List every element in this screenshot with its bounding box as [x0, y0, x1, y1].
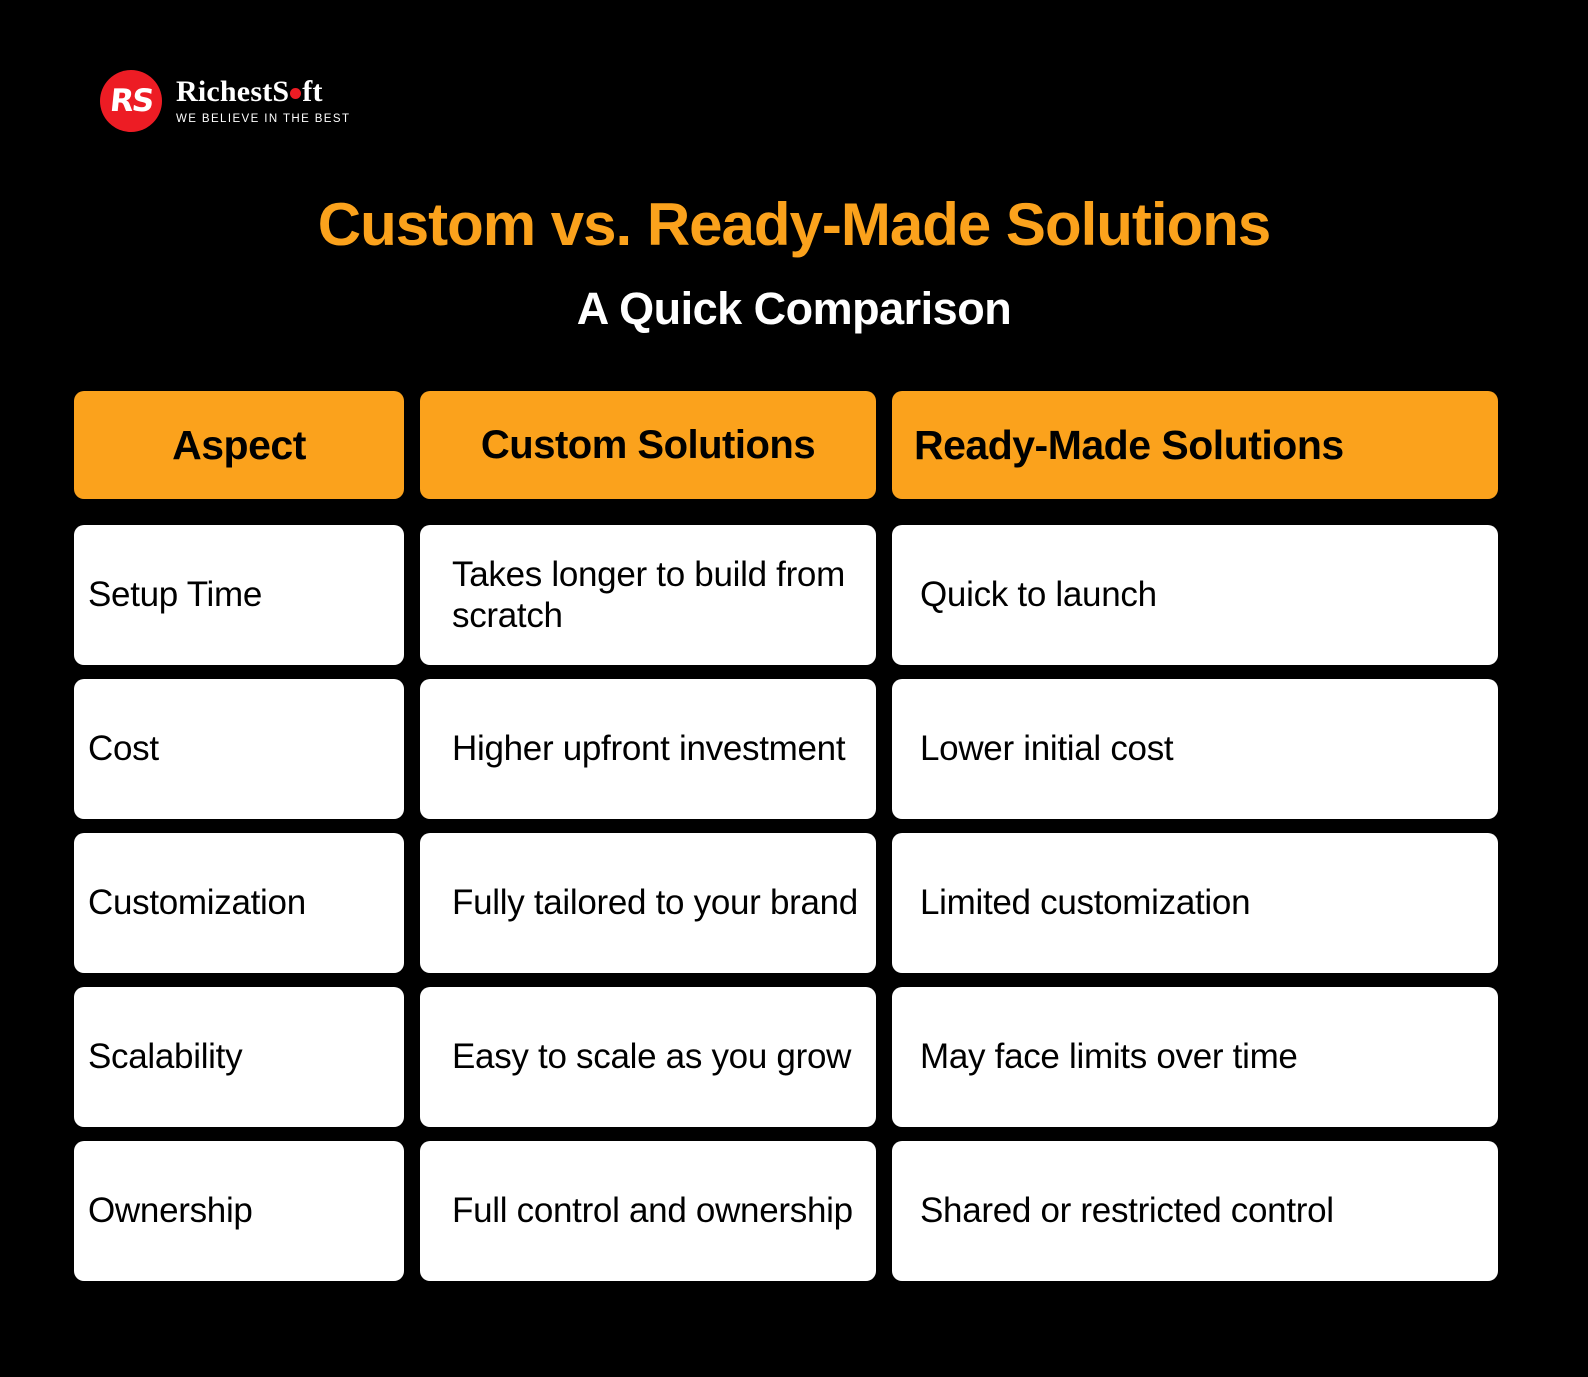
page-subtitle: A Quick Comparison: [576, 283, 1012, 334]
cell-custom: Easy to scale as you grow: [420, 987, 876, 1127]
column-header-aspect: Aspect: [74, 391, 404, 499]
table-header-row: [74, 391, 1498, 499]
comparison-table: [74, 391, 1498, 1295]
cell-ready-made: Quick to launch: [892, 525, 1498, 665]
column-header-custom: Custom Solutions: [420, 391, 876, 499]
table-row: [74, 679, 1498, 819]
cell-ready-made: May face limits over time: [892, 987, 1498, 1127]
rs-monogram: RS: [107, 83, 154, 119]
brand-name-part1: RichestS: [176, 74, 290, 108]
cell-ready-made: Limited customization: [892, 833, 1498, 973]
cell-aspect: Customization: [74, 833, 404, 973]
brand-text: [176, 74, 351, 126]
brand-name-part2: ft: [302, 74, 323, 108]
cell-custom: Full control and ownership: [420, 1141, 876, 1281]
brand-logo: [100, 70, 350, 132]
cell-custom: Fully tailored to your brand: [420, 833, 876, 973]
cell-aspect: Ownership: [74, 1141, 404, 1281]
table-row: [74, 987, 1498, 1127]
cell-aspect: Cost: [74, 679, 404, 819]
page-title: Custom vs. Ready-Made Solutions: [317, 191, 1271, 258]
cell-ready-made: Shared or restricted control: [892, 1141, 1498, 1281]
cell-aspect: Scalability: [74, 987, 404, 1127]
rs-logo-icon: [100, 70, 162, 132]
cell-aspect: Setup Time: [74, 525, 404, 665]
table-row: [74, 1141, 1498, 1281]
cell-custom: Higher upfront investment: [420, 679, 876, 819]
table-row: [74, 525, 1498, 665]
table-row: [74, 833, 1498, 973]
column-header-ready-made: Ready-Made Solutions: [892, 391, 1498, 499]
cell-custom: Takes longer to build from scratch: [420, 525, 876, 665]
cell-ready-made: Lower initial cost: [892, 679, 1498, 819]
brand-tagline: WE BELIEVE IN THE BEST: [176, 112, 351, 125]
brand-name-dot-icon: [290, 88, 301, 99]
brand-name: [176, 74, 350, 108]
